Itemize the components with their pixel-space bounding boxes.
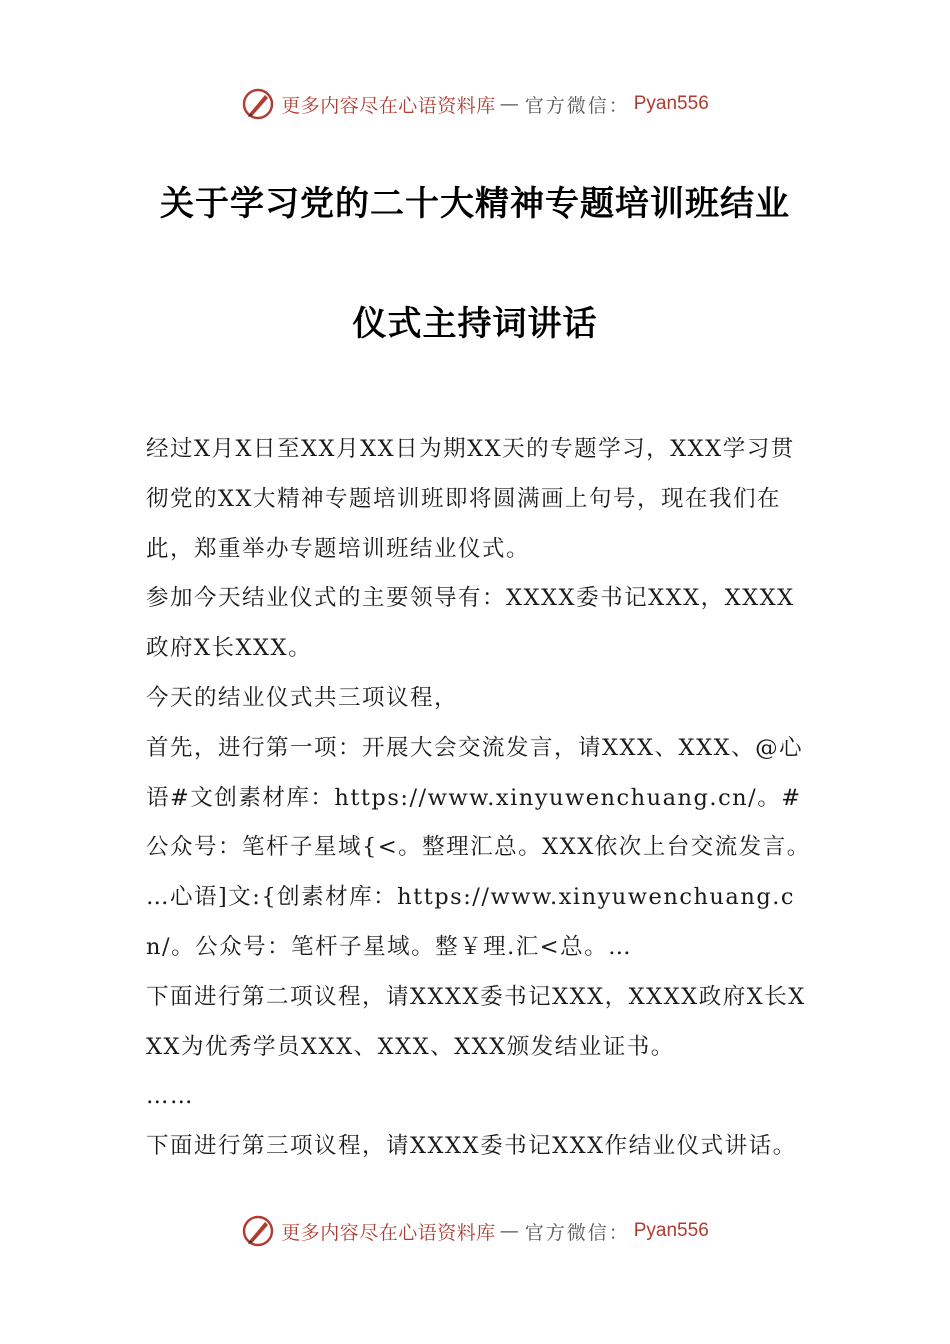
banner-wechat-id: Pyan556 — [633, 93, 709, 114]
banner-wechat-id: Pyan556 — [633, 1220, 709, 1241]
quill-pen-logo-icon — [241, 87, 275, 121]
paragraph-item-three: 下面进行第三项议程，请XXXX委书记XXX作结业仪式讲话。 — [146, 1133, 797, 1160]
header-watermark-banner — [0, 84, 950, 124]
banner-main-text: 更多内容尽在心语资料库 — [281, 94, 496, 117]
banner-separator: — — [499, 1220, 521, 1242]
paragraph-item-one: 首先，进行第一项：开展大会交流发言，请XXX、XXX、@心语#文创素材库：https://www.xinyuwenchuang.cn/。#公众号：笔杆子星域{<。整理汇总。XXX依次上台交流发言。 — [146, 734, 811, 861]
paragraph-leaders: 参加今天结业仪式的主要领导有：XXXX委书记XXX，XXXX政府X长XXX。 — [146, 585, 795, 662]
banner-main-text: 更多内容尽在心语资料库 — [281, 1221, 496, 1244]
document-title-line-2: 仪式主持词讲话 — [352, 304, 598, 344]
document-body — [146, 425, 811, 1172]
banner-official-label: 官方微信： — [524, 1221, 630, 1244]
quill-pen-logo-icon — [241, 1214, 275, 1248]
banner-separator: — — [499, 93, 521, 115]
banner-official-label: 官方微信： — [524, 94, 630, 117]
paragraph-ellipsis: …… — [146, 1083, 194, 1110]
paragraph-agenda: 今天的结业仪式共三项议程， — [146, 684, 459, 711]
paragraph-intro: 经过X月X日至XX月XX日为期XX天的专题学习，XXX学习贯彻党的XX大精神专题培训班即将圆满画上句号，现在我们在此，郑重举办专题培训班结业仪式。 — [146, 436, 795, 562]
footer-watermark-banner — [0, 1211, 950, 1251]
paragraph-item-two: 下面进行第二项议程，请XXXX委书记XXX，XXXX政府X长XXX为优秀学员XXX、XXX、XXX颁发结业证书。 — [146, 983, 806, 1060]
document-title-line-1: 关于学习党的二十大精神专题培训班结业 — [160, 184, 790, 224]
paragraph-watermark-note: …心语]文:{创素材库：https://www.xinyuwenchuang.cn/。公众号：笔杆子星域。整￥理.汇<总。… — [146, 884, 795, 960]
